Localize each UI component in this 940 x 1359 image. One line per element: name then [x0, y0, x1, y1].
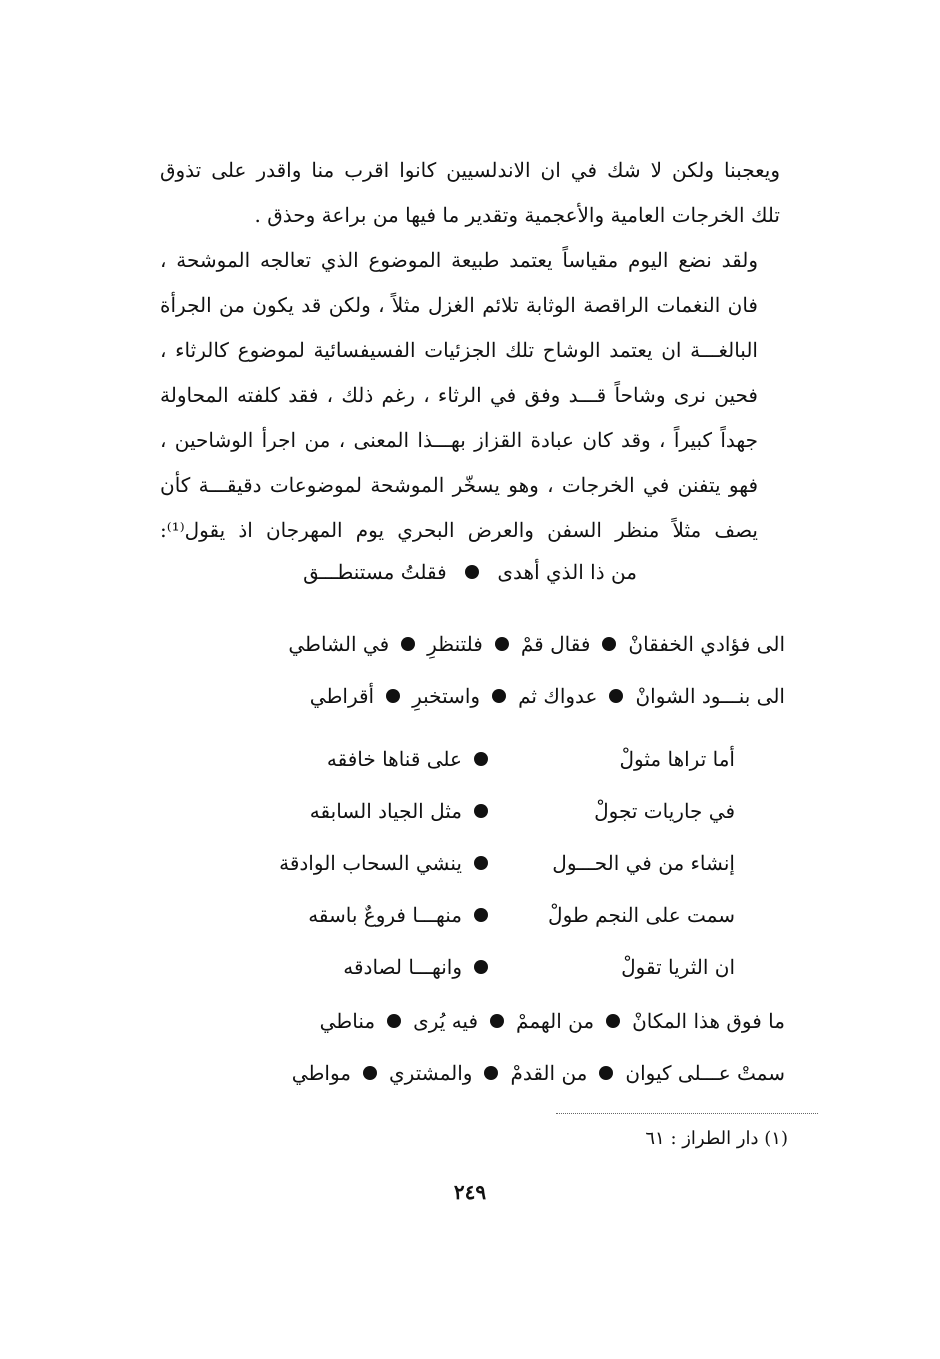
opening-verse	[160, 560, 780, 584]
bullet-icon	[492, 689, 506, 703]
verse-segment: منهـــا فروعٌ باسقه	[308, 903, 462, 927]
verse-segment: في جاريات تجولْ	[594, 799, 735, 823]
text-line: ويعجبنا ولكن لا شك في ان الاندلسيين كانوا اقرب منا واقدر على تذوق	[160, 158, 780, 182]
paragraph-1	[160, 148, 780, 238]
bullet-icon	[474, 856, 488, 870]
verse-segment: من الهممْ	[516, 1009, 595, 1033]
body-text	[160, 148, 780, 553]
verse-line	[227, 785, 735, 837]
verse-segment: فقلتُ مستنطـــق	[303, 560, 447, 584]
verse-line	[288, 618, 785, 670]
verse-segment: ان الثريا تقولْ	[621, 955, 735, 979]
bullet-icon	[386, 689, 400, 703]
verse-segment: من ذا الذي أهدى	[497, 560, 637, 584]
verse-group-2	[227, 733, 735, 993]
footnote-divider	[556, 1113, 818, 1114]
bullet-icon	[387, 1014, 401, 1028]
bullet-icon	[401, 637, 415, 651]
bullet-icon	[474, 960, 488, 974]
verse-group-3	[292, 995, 785, 1099]
text-line: تلك الخرجات العامية والأعجمية وتقدير ما فيها من براعة وحذق .	[254, 203, 780, 227]
bullet-icon	[490, 1014, 504, 1028]
text-line: فهو يتفنن في الخرجات ، وهو يسخّر الموشحة لموضوعات دقيقـــة كأن	[160, 473, 758, 497]
verse-line	[292, 995, 785, 1047]
verse-line	[227, 941, 735, 993]
verse-segment: ينشي السحاب الوادقة	[279, 851, 462, 875]
verse-segment: أما تراها مثولْ	[619, 747, 735, 771]
verse-line	[288, 670, 785, 722]
verse-segment: مواطي	[291, 1061, 351, 1085]
verse-segment: سمتْ عـــلى كيوان	[625, 1061, 785, 1085]
text-line: فحين نرى وشاحاً قـــد وفق في الرثاء ، رغم ذلك ، فقد كلفته المحاولة	[160, 383, 758, 407]
verse-segment: إنشاء من في الحـــول	[552, 851, 735, 875]
verse-segment: على قناها خافقه	[326, 747, 462, 771]
text-line: فان النغمات الراقصة الوثابة تلائم الغزل مثلاً ، ولكن قد يكون من الجرأة	[160, 293, 758, 317]
footnote: (١) دار الطراز : ٦١	[645, 1128, 788, 1149]
verse-segment: من القدمْ	[510, 1061, 588, 1085]
verse-line	[292, 1047, 785, 1099]
page-number: ٢٤٩	[453, 1180, 487, 1204]
verse-segment: الى بنـــود الشوانْ	[635, 684, 785, 708]
verse-segment: فلتنظرِ	[427, 632, 483, 656]
verse-segment: وانهـــا لصادقه	[343, 955, 462, 979]
verse-segment: ما فوق هذا المكانْ	[632, 1009, 785, 1033]
verse-segment: سمت على النجم طولْ	[548, 903, 735, 927]
verse-segment: فقال قمْ	[520, 632, 591, 656]
text-line: جهداً كبيراً ، وقد كان عبادة القزاز بهـــذا المعنى ، من اجرأ الوشاحين ،	[160, 428, 758, 452]
text-line: يصف مثلاً منظر السفن والعرض البحري يوم المهرجان اذ يقول⁽¹⁾:	[160, 518, 758, 542]
verse-segment: مثل الجياد السابقه	[309, 799, 462, 823]
bullet-icon	[474, 804, 488, 818]
bullet-icon	[474, 908, 488, 922]
bullet-icon	[609, 689, 623, 703]
verse-line	[227, 837, 735, 889]
text-line: ولقد نضع اليوم مقياساً يعتمد طبيعة الموضوع الذي تعالجه الموشحة ،	[160, 248, 758, 272]
bullet-icon	[474, 752, 488, 766]
verse-segment: عدواك ثم	[518, 684, 598, 708]
verse-line	[227, 733, 735, 785]
verse-segment: واستخبرِ	[412, 684, 481, 708]
verse-segment: فيه يُرى	[413, 1009, 479, 1033]
verse-segment: مناطي	[319, 1009, 376, 1033]
bullet-icon	[465, 565, 479, 579]
bullet-icon	[606, 1014, 620, 1028]
verse-line	[227, 889, 735, 941]
bullet-icon	[495, 637, 509, 651]
text-line: البالغـــة ان يعتمد الوشاح تلك الجزئيات الفسيفسائية لموضوع كالرثاء ،	[160, 338, 758, 362]
verse-segment: في الشاطي	[288, 632, 390, 656]
verse-segment: الى فؤادي الخفقانْ	[628, 632, 785, 656]
verse-segment: والمشتري	[389, 1061, 473, 1085]
bullet-icon	[599, 1066, 613, 1080]
verse-group-1	[288, 618, 785, 722]
paragraph-2	[160, 238, 780, 553]
bullet-icon	[363, 1066, 377, 1080]
bullet-icon	[484, 1066, 498, 1080]
verse-segment: أقراطي	[309, 684, 375, 708]
bullet-icon	[602, 637, 616, 651]
